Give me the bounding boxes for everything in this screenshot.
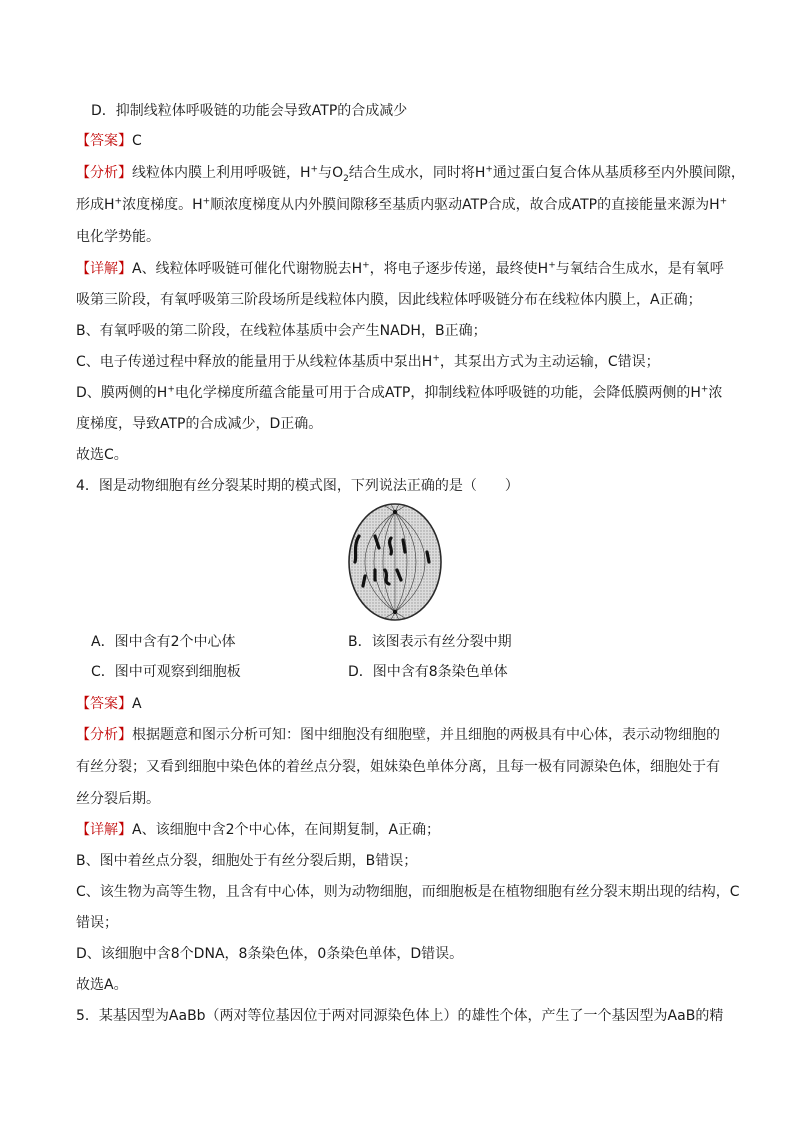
q3-analysis-line-1: 【分析】线粒体内膜上利用呼吸链，H+与$O_2$结合生成水，同时将H+通过蛋白复合体从基质移至内外膜间隙，	[76, 164, 745, 184]
q4-detail-line-3: C、该生物为高等生物，且含有中心体，则为动物细胞，而细胞板是在植物细胞有丝分裂末期出现的结构，C	[76, 884, 740, 900]
q4-option-c: C．图中可观察到细胞板	[91, 664, 241, 680]
detail-tag: 【详解】	[76, 822, 132, 838]
answer-value: A	[132, 696, 142, 712]
q3-option-d: D．抑制线粒体呼吸链的功能会导致ATP的合成减少	[91, 103, 408, 119]
answer-value: C	[132, 133, 142, 149]
q4-detail-line-4: 错误；	[76, 915, 118, 931]
q4-option-b: B．该图表示有丝分裂中期	[348, 634, 512, 650]
q3-answer	[76, 131, 142, 151]
analysis-tag: 【分析】	[76, 165, 132, 181]
q4-stem: 4．图是动物细胞有丝分裂某时期的模式图，下列说法正确的是（ ）	[76, 478, 519, 494]
q4-analysis-line-2: 有丝分裂；又看到细胞中染色体的着丝点分裂，姐妹染色单体分离，且每一极有同源染色体，细胞处于有	[76, 759, 720, 775]
q4-detail-line-5: D、该细胞中含8个DNA，8条染色体，0条染色单体，D错误。	[76, 946, 464, 962]
centrosome-top	[393, 510, 397, 514]
q3-detail-line-2: 吸第三阶段，有氧呼吸第三阶段场所是线粒体内膜，因此线粒体呼吸链分布在线粒体内膜上，A正确；	[76, 292, 702, 308]
q3-analysis-line-3: 电化学势能。	[76, 229, 160, 245]
q3-detail-line-6: 度梯度，导致ATP的合成减少，D正确。	[76, 416, 323, 432]
cell-division-figure	[345, 500, 445, 624]
detail-tag: 【详解】	[76, 261, 132, 277]
q3-analysis-line-2: 形成H+浓度梯度。H+顺浓度梯度从内外膜间隙移至基质内驱动ATP合成，故合成ATP的直接能量来源为H+	[76, 196, 728, 213]
q4-option-a: A．图中含有2个中心体	[91, 634, 236, 650]
q4-answer	[76, 694, 142, 714]
answer-tag: 【答案】	[76, 696, 132, 712]
q4-analysis-line-3: 丝分裂后期。	[76, 791, 160, 807]
q3-detail-line-1: 【详解】A、线粒体呼吸链可催化代谢物脱去H+，将电子逐步传递，最终使H+与氧结合生成水，是有氧呼	[76, 260, 724, 277]
centrosome-bottom	[393, 610, 397, 614]
q4-detail-line-1: 【详解】A、该细胞中含2个中心体，在间期复制，A正确；	[76, 822, 441, 838]
q4-conclusion: 故选A。	[76, 977, 128, 993]
q3-detail-line-4: C、电子传递过程中释放的能量用于从线粒体基质中泵出H+，其泵出方式为主动运输，C错误；	[76, 353, 660, 370]
q4-analysis-line-1: 【分析】根据题意和图示分析可知：图中细胞没有细胞壁，并且细胞的两极具有中心体，表示动物细胞的	[76, 727, 720, 743]
q3-detail-line-3: B、有氧呼吸的第二阶段，在线粒体基质中会产生NADH，B正确；	[76, 323, 487, 339]
q3-conclusion: 故选C。	[76, 447, 128, 463]
q5-stem: 5．某基因型为AaBb（两对等位基因位于两对同源染色体上）的雄性个体，产生了一个基因型为AaB的精	[76, 1008, 724, 1024]
analysis-tag: 【分析】	[76, 727, 132, 743]
answer-tag: 【答案】	[76, 133, 132, 149]
q3-detail-line-5: D、膜两侧的H+电化学梯度所蕴含能量可用于合成ATP，抑制线粒体呼吸链的功能，会降低膜两侧的H+浓	[76, 384, 723, 401]
q4-option-d: D．图中含有8条染色单体	[348, 664, 508, 680]
q4-detail-line-2: B、图中着丝点分裂，细胞处于有丝分裂后期，B错误；	[76, 853, 418, 869]
